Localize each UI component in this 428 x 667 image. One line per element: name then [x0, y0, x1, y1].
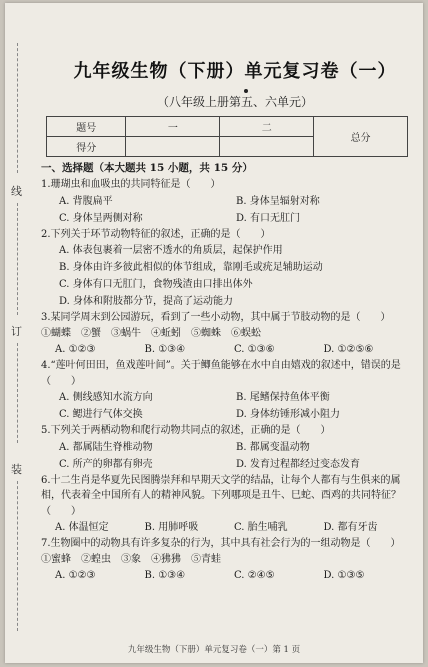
option: C. ①③⑥: [234, 344, 275, 355]
option: D. ①③⑤: [323, 570, 365, 581]
option: B. 都属变温动物: [236, 441, 310, 453]
option: A. 体温恒定: [55, 522, 109, 533]
exam-paper: [5, 3, 423, 663]
option: A. 体表包裹着一层密不透水的角质层，起保护作用: [59, 245, 283, 256]
table-row: [47, 117, 408, 137]
option: C. 身体有口无肛门，食物残渣由口排出体外: [59, 279, 253, 290]
option-group: [41, 242, 413, 310]
option: B. ①③④: [144, 570, 186, 581]
binding-dashed-line: [17, 43, 18, 173]
option: D. 都有牙齿: [323, 522, 378, 533]
table-cell: 二: [220, 117, 314, 137]
option: B. 尾鳍保持鱼体平衡: [236, 392, 330, 403]
option: A. ①②③: [55, 344, 96, 355]
binding-char-ding: 订: [11, 325, 22, 338]
question-list: [41, 160, 413, 584]
option: B. 身体由许多彼此相似的体节组成，靠刚毛或疣足辅助运动: [59, 262, 323, 273]
option: A. 背腹扁平: [59, 195, 113, 207]
option: D. 身体和附肢都分节，提高了运动能力: [59, 296, 234, 307]
option: A. ①②③: [55, 570, 96, 581]
option: A. 都属陆生脊椎动物: [59, 441, 153, 453]
section-heading: 一、选择题（本大题共 15 小题，共 15 分）: [41, 162, 253, 174]
option: D. 发育过程都经过变态发育: [236, 458, 361, 470]
option: C. 鳃进行气体交换: [59, 409, 143, 420]
page-title: 九年级生物（下册）单元复习卷（一）: [73, 61, 397, 82]
question-stem: 7.生物圈中的动物具有许多复杂的行为，其中具有社会行为的一组动物是（ ）: [41, 538, 401, 549]
option: C. ②④⑤: [234, 570, 275, 581]
option: B. 用肺呼吸: [144, 522, 199, 533]
table-cell: 得分: [47, 137, 126, 157]
option: C. 胎生哺乳: [234, 522, 288, 533]
page-footer: 九年级生物（下册）单元复习卷（一）第 1 页: [127, 645, 301, 655]
binding-margin: [5, 3, 35, 663]
option: D. 身体纺锤形减小阻力: [236, 409, 341, 420]
option: C. 身体呈两侧对称: [59, 212, 143, 224]
table-cell: 一: [126, 117, 220, 137]
option: B. ①③④: [144, 344, 186, 355]
option-group: [41, 389, 413, 423]
table-cell: [220, 137, 314, 157]
option-group: [41, 193, 413, 227]
table-cell: 总分: [314, 117, 408, 157]
table-cell: 题号: [47, 117, 126, 137]
question-stem: 6.十二生肖是华夏先民图腾崇拜和早期天文学的结晶，让每个人都有与生俱来的属相，代表着全中国所有人的精神风貌。下列哪项是丑牛、巳蛇、酉鸡的共同特征？（ ）: [41, 474, 401, 517]
option: A. 侧线感知水流方向: [59, 392, 153, 403]
question-stem: 4.“莲叶何田田，鱼戏莲叶间”。关于鲫鱼能够在水中自由嬉戏的叙述中，错误的是（ ）: [41, 360, 401, 387]
binding-dashed-line: [17, 481, 18, 631]
table-cell: [126, 137, 220, 157]
option: C. 所产的卵都有卵壳: [59, 458, 153, 470]
option-group: [41, 341, 413, 358]
option: B. 身体呈辐射对称: [236, 195, 320, 207]
option: D. 有口无肛门: [236, 212, 301, 224]
question-items: ①蜜蜂 ②蝗虫 ③象 ④狒狒 ⑤青蛙: [41, 553, 221, 565]
option-group: [41, 439, 413, 473]
question-stem: 2.下列关于环节动物特征的叙述，正确的是（ ）: [41, 228, 271, 240]
binding-char-xian: 线: [11, 185, 22, 198]
binding-char-zhuang: 装: [11, 463, 22, 476]
score-table: [46, 116, 408, 157]
option-group: [41, 567, 413, 584]
binding-dashed-line: [17, 203, 18, 315]
option: D. ①②⑤⑥: [323, 344, 374, 355]
question-stem: 5.下列关于两栖动物和爬行动物共同点的叙述，正确的是（ ）: [41, 425, 331, 436]
page-subtitle: （八年级上册第五、六单元）: [156, 95, 313, 109]
question-items: ①蝴蝶 ②蟹 ③蜗牛 ④蚯蚓 ⑤蜘蛛 ⑥蜈蚣: [41, 327, 261, 339]
binding-dashed-line: [17, 343, 18, 443]
question-stem: 3.某同学周末到公园游玩，看到了一些小动物，其中属于节肢动物的是（ ）: [41, 312, 391, 323]
question-stem: 1.珊瑚虫和血吸虫的共同特征是（ ）: [41, 179, 221, 190]
option-group: [41, 519, 413, 536]
